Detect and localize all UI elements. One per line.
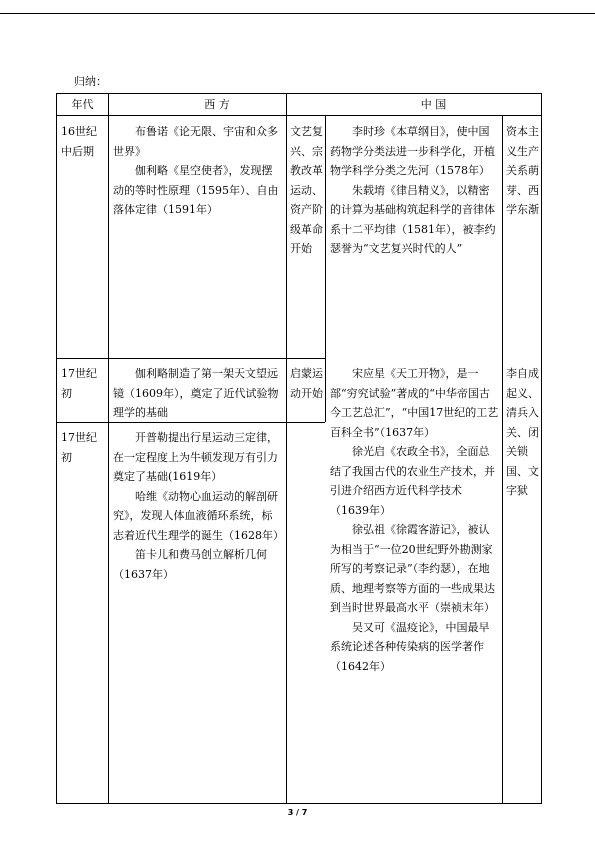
header-china: 中 国 [420,98,447,111]
china-17th-cell [330,364,500,676]
era-17th-century-a: 17世纪初 [61,367,97,400]
china-17th-song-yingxing: 宋应星《天工开物》，是一部“穷究试验”著成的“中华帝国古今工艺总汇”，“中国17世纪的工艺百科全书”（1637年） [330,367,499,439]
west-context-17th: 启蒙运动开始 [290,367,323,400]
page-number: 3 / 7 [287,808,308,817]
summary-table [56,93,542,804]
west-16th-bruno: 布鲁诺《论无限、宇宙和众多世界》 [113,125,278,158]
west-17th-telescope: 伽利略制造了第一架天文望远镜（1609年），奠定了近代试验物理学的基础 [113,367,279,419]
west-17th-descartes: 笛卡儿和费马创立解析几何（1637年） [113,548,267,581]
summary-label: 归纳： [74,75,107,88]
china-16th-zhu-zaiyu: 朱载堉《律吕精义》，以精密的计算为基础构筑起科学的音律体系十二平均律（1581年），被李约瑟誉为“文艺复兴时代的人” [330,183,496,255]
china-context-16th: 资本主义生产关系萌芽、西学东渐 [506,125,539,216]
header-west: 西 方 [204,98,230,111]
china-16th-cell [330,122,500,259]
west-16th-galileo: 伽利略《星空使者》，发现摆动的等时性原理（1595年）、自由落体定律（1591年） [113,164,279,216]
west-context-16th: 文艺复兴、宗教改革运动、资产阶级革命开始 [290,125,323,255]
header-era: 年代 [71,98,94,111]
china-17th-xu-hongzu: 徐弘祖《徐霞客游记》，被认为相当于“一位20世纪野外勘测家所写的考察记录”（李约瑟），在地质、地理考察等方面的一些成果达到当时世界最高水平（崇祯末年） [330,523,495,614]
west-17th-kepler: 开普勒提出行星运动三定律，在一定程度上为牛顿发现万有引力奠定了基础(1619年） [113,431,278,483]
west-17th-b-cell [113,428,283,584]
china-16th-li-shizhen: 李时珍《本草纲目》，使中国药物学分类法进一步科学化，开植物学科学分类之先河（1578年） [330,125,495,177]
header-rule [0,13,595,14]
era-16th-century: 16世纪中后期 [61,125,97,158]
china-context-17th: 李自成起义、清兵入关、闭关锁国、文字狱 [506,367,539,497]
west-17th-harvey: 哈维《动物心血运动的解剖研究》，发现人体血液循环系统，标志着近代生理学的诞生（1628年） [113,489,284,542]
west-16th-cell [113,122,283,220]
west-17th-a-cell [113,364,283,423]
china-17th-wu-youke: 吴又可《温疫论》，中国最早系统论述各种传染病的医学著作（1642年） [330,620,490,673]
china-17th-xu-guangqi: 徐光启《农政全书》，全面总结了我国古代的农业生产技术，并引进介绍西方近代科学技术（1639年） [330,445,495,517]
era-17th-century-b: 17世纪初 [61,431,97,464]
